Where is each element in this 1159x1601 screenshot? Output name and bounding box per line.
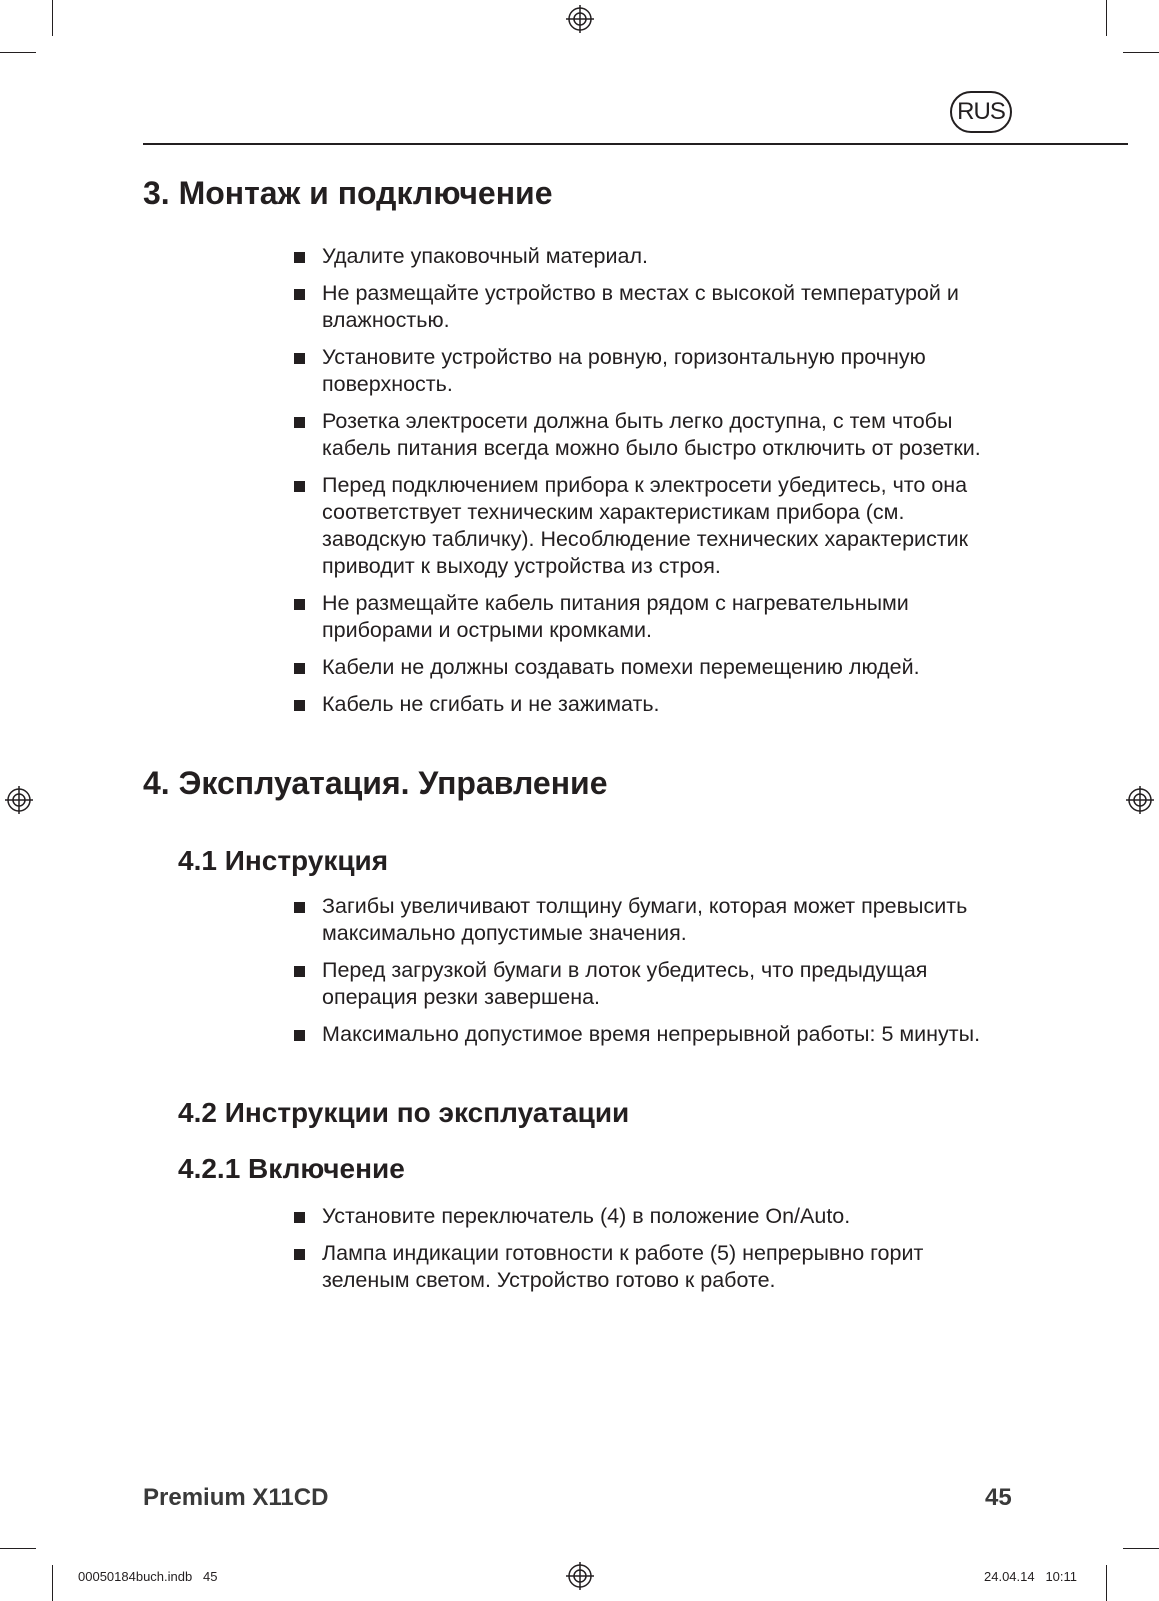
list-item	[290, 1203, 990, 1230]
section-heading-3: 3. Монтаж и подключение	[143, 175, 553, 211]
bullet-square-icon	[294, 1030, 305, 1041]
footer-product-name: Premium X11CD	[143, 1484, 329, 1511]
crop-mark-top-left-h	[0, 52, 36, 53]
list-item	[290, 1240, 990, 1294]
section-3-list	[290, 243, 990, 728]
list-item	[290, 654, 990, 681]
bullet-square-icon	[294, 481, 305, 492]
list-item-text: Загибы увеличивают толщину бумаги, которая может превысить максимально допустимые значения.	[322, 894, 968, 945]
subsection-heading-4-2-1: 4.2.1 Включение	[178, 1153, 405, 1184]
bullet-square-icon	[294, 700, 305, 711]
bullet-square-icon	[294, 289, 305, 300]
bullet-square-icon	[294, 1212, 305, 1223]
crop-mark-top-left-v	[52, 0, 53, 36]
list-item-text: Не размещайте устройство в местах с высокой температурой и влажностью.	[322, 281, 959, 332]
header-rule	[143, 143, 1128, 145]
list-item	[290, 280, 990, 334]
list-item-text: Удалите упаковочный материал.	[322, 244, 648, 268]
bullet-square-icon	[294, 417, 305, 428]
list-item	[290, 408, 990, 462]
subsection-heading-4-2: 4.2 Инструкции по эксплуатации	[178, 1097, 630, 1128]
list-item-text: Кабель не сгибать и не зажимать.	[322, 692, 660, 716]
list-item-text: Перед загрузкой бумаги в лоток убедитесь, что предыдущая операция резки завершена.	[322, 958, 928, 1009]
registration-mark-icon	[566, 1562, 594, 1590]
bullet-square-icon	[294, 599, 305, 610]
list-item	[290, 957, 990, 1011]
subsection-4-1-list	[290, 893, 990, 1058]
list-item	[290, 344, 990, 398]
section-heading-4: 4. Эксплуатация. Управление	[143, 765, 608, 801]
crop-mark-top-right-h	[1123, 52, 1159, 53]
bullet-square-icon	[294, 966, 305, 977]
list-item	[290, 472, 990, 580]
subsection-heading-4-1: 4.1 Инструкция	[178, 845, 389, 876]
list-item-text: Перед подключением прибора к электросети убедитесь, что она соответствует техническим характеристикам прибора (см. заводскую табличку). Несоблюдение технических характеристик приводит к выходу устройства из строя.	[322, 473, 969, 578]
page-number: 45	[985, 1484, 1012, 1511]
crop-mark-top-right-v	[1106, 0, 1107, 36]
crop-mark-bottom-left-v	[52, 1565, 53, 1601]
list-item-text: Установите переключатель (4) в положение On/Auto.	[322, 1204, 851, 1228]
registration-mark-icon	[566, 5, 594, 33]
registration-mark-icon	[1126, 786, 1154, 814]
list-item-text: Розетка электросети должна быть легко доступна, с тем чтобы кабель питания всегда можно было быстро отключить от розетки.	[322, 409, 981, 460]
crop-mark-bottom-right-h	[1123, 1548, 1159, 1549]
list-item	[290, 691, 990, 718]
registration-mark-icon	[5, 786, 33, 814]
list-item	[290, 893, 990, 947]
bullet-square-icon	[294, 353, 305, 364]
crop-mark-bottom-right-v	[1106, 1565, 1107, 1601]
slug-file-info: 00050184buch.indb 45	[78, 1569, 218, 1584]
slug-date-info: 24.04.14 10:11	[984, 1569, 1078, 1584]
language-badge: RUS	[950, 91, 1012, 133]
list-item-text: Кабели не должны создавать помехи перемещению людей.	[322, 655, 920, 679]
bullet-square-icon	[294, 252, 305, 263]
bullet-square-icon	[294, 902, 305, 913]
bullet-square-icon	[294, 663, 305, 674]
list-item-text: Не размещайте кабель питания рядом с нагревательными приборами и острыми кромками.	[322, 591, 909, 642]
bullet-square-icon	[294, 1249, 305, 1260]
list-item	[290, 1021, 990, 1048]
list-item-text: Лампа индикации готовности к работе (5) непрерывно горит зеленым светом. Устройство готово к работе.	[322, 1241, 924, 1292]
subsection-4-2-1-list	[290, 1203, 990, 1304]
list-item	[290, 590, 990, 644]
list-item-text: Максимально допустимое время непрерывной работы: 5 минуты.	[322, 1022, 981, 1046]
list-item	[290, 243, 990, 270]
crop-mark-bottom-left-h	[0, 1548, 36, 1549]
list-item-text: Установите устройство на ровную, горизонтальную прочную поверхность.	[322, 345, 926, 396]
